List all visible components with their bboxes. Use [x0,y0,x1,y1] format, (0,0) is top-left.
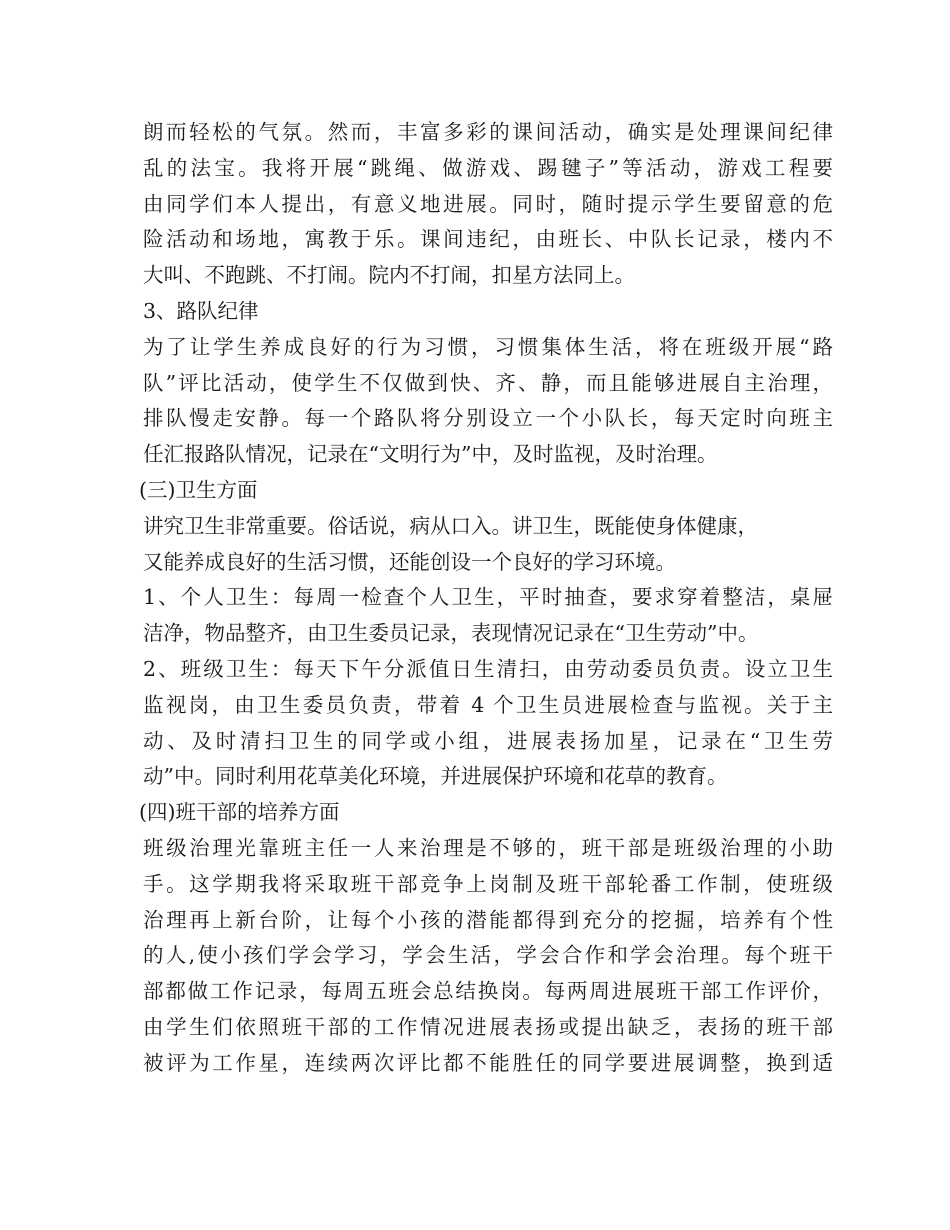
text-line: 班级治理光靠班主任一人来治理是不够的，班干部是班级治理的小助 [143,835,833,860]
text-line: 由学生们依照班干部的工作情况进展表扬或提出缺乏，表扬的班干部 [143,1014,833,1039]
text-line: 由同学们本人提出，有意义地进展。同时，随时提示学生要留意的危 [143,191,833,216]
text-line: 的人,使小孩们学会学习，学会生活，学会合作和学会治理。每个班干 [143,943,833,968]
text-line: 2、班级卫生：每天下午分派值日生清扫，由劳动委员负责。设立卫生 [143,656,833,681]
text-line: 大叫、不跑跳、不打闹。院内不打闹，扣星方法同上。 [143,263,635,288]
section-heading: (三)卫生方面 [139,477,258,502]
text-line: 排队慢走安静。每一个路队将分别设立一个小队长，每天定时向班主 [143,406,833,431]
text-line: 洁净，物品整齐，由卫生委员记录，表现情况记录在“卫生劳动”中。 [143,621,759,646]
text-line: 险活动和场地，寓教于乐。课间违纪，由班长、中队长记录，楼内不 [143,227,833,252]
text-line: 又能养成良好的生活习惯，还能创设一个良好的学习环境。 [143,549,676,574]
section-heading: (四)班干部的培养方面 [139,800,340,825]
text-line: 乱的法宝。我将开展“跳绳、做游戏、踢毽子”等活动，游戏工程要 [143,155,833,180]
text-line: 3、路队纪律 [143,298,259,323]
text-line: 动、及时清扫卫生的同学或小组，进展表扬加星，记录在“卫生劳 [143,728,833,753]
text-line: 监视岗，由卫生委员负责，带着 4 个卫生员进展检查与监视。关于主 [143,692,833,717]
text-line: 手。这学期我将采取班干部竞争上岗制及班干部轮番工作制，使班级 [143,871,833,896]
text-line: 朗而轻松的气氛。然而，丰富多彩的课间活动，确实是处理课间纪律 [143,120,833,144]
text-line: 为了让学生养成良好的行为习惯，习惯集体生活，将在班级开展“路 [143,334,833,359]
text-line: 任汇报路队情况，记录在“文明行为”中，及时监视，及时治理。 [143,442,718,467]
text-line: 部都做工作记录，每周五班会总结换岗。每两周进展班干部工作评价， [143,979,833,1004]
text-line: 1、个人卫生：每周一检查个人卫生，平时抽查，要求穿着整洁，桌屉 [143,585,833,610]
text-line: 被评为工作星，连续两次评比都不能胜任的同学要进展调整，换到适 [143,1050,833,1075]
text-line: 讲究卫生非常重要。俗话说，病从口入。讲卫生，既能使身体健康， [143,513,758,538]
text-line: 队”评比活动，使学生不仅做到快、齐、静，而且能够进展自主治理， [143,370,833,395]
text-line: 治理再上新台阶，让每个小孩的潜能都得到充分的挖掘，培养有个性 [143,907,833,932]
text-line: 动”中。同时利用花草美化环境，并进展保护环境和花草的教育。 [143,764,728,789]
document-page [139,115,833,1082]
